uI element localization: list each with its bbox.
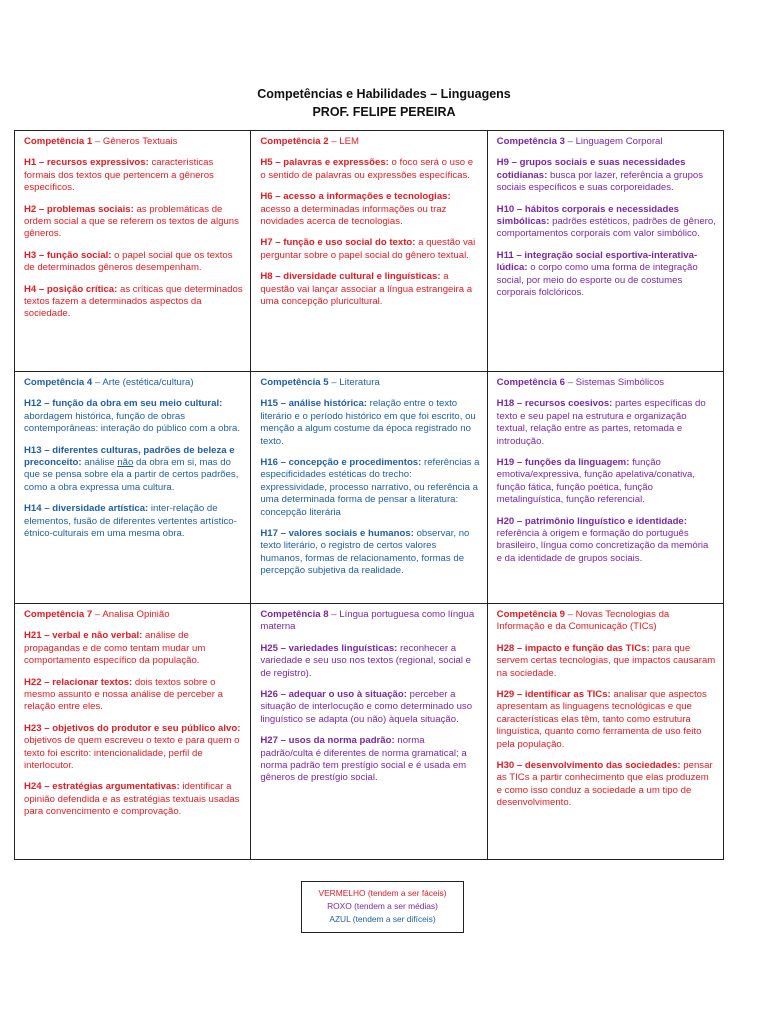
competencia-title: – Sistemas Simbólicos	[564, 377, 665, 388]
habilidade-item	[24, 723, 243, 773]
habilidade-text: o papel social que os textos de determinados gêneros desempenham.	[24, 249, 233, 274]
habilidade-key: H9 – grupos sociais e suas necessidades cotidianas:	[496, 157, 686, 181]
competencia-label: Competência 5	[260, 377, 329, 388]
habilidade-item	[497, 204, 716, 241]
competencia-label: Competência 1	[24, 136, 93, 147]
habilidade-item	[497, 516, 716, 566]
competencia-label: Competência 7	[24, 609, 93, 620]
habilidade-item	[24, 503, 243, 540]
habilidade-text: as problemáticas de ordem social a que se referem os textos de alguns gêneros.	[24, 203, 239, 240]
habilidade-text: relação entre o texto literário e o período histórico em que foi escrito, ou menção a algum costume da época registrado no texto.	[260, 398, 476, 447]
habilidade-text: reconhecer a variedade e seu uso nos textos (regional, social e de registro).	[260, 642, 471, 679]
competencia-title: – Analisa Opinião	[92, 609, 170, 620]
habilidade-text: função emotiva/expressiva, função apelativa/conativa, função fática, função poética, função metalinguística, função referencial.	[496, 457, 696, 506]
competencia-label: Competência 2	[260, 136, 329, 147]
habilidade-key: H4 – posição crítica:	[24, 283, 118, 295]
habilidade-key: H19 – funções da linguagem:	[496, 457, 630, 469]
habilidade-item	[260, 191, 479, 228]
habilidade-key: H7 – função e uso social do texto:	[260, 237, 416, 249]
habilidade-item	[260, 528, 479, 578]
competencia-title: – Linguagem Corporal	[564, 136, 663, 147]
document-author: PROF. FELIPE PEREIRA	[312, 105, 456, 119]
habilidade-key: H25 – variedades linguísticas:	[260, 642, 398, 654]
competencia-label: Competência 9	[496, 609, 565, 620]
habilidade-text: referência à origem e formação do português brasileiro, língua como concretização da memória e da identidade de grupos sociais.	[496, 528, 709, 564]
competencia-title: – Gêneros Textuais	[92, 136, 178, 147]
habilidade-item	[260, 237, 479, 262]
habilidade-key: H1 – recursos expressivos:	[24, 157, 149, 169]
table-row	[15, 131, 724, 372]
habilidade-text: busca por lazer, referência a grupos sociais específicos e suas corporeidades.	[496, 169, 704, 194]
habilidade-text: identificar a opinião defendida e as estratégias textuais usadas para convencimento e comprovação.	[24, 781, 240, 818]
competencia-heading	[260, 609, 479, 634]
habilidade-key: H14 – diversidade artística:	[24, 503, 149, 515]
competencia-heading	[497, 377, 716, 389]
habilidade-key: H26 – adequar o uso à situação:	[260, 689, 407, 701]
habilidade-text: norma padrão/culta é diferentes de norma gramatical; a norma padrão tem prestígio social e é usada em gêneros de prestígio social.	[260, 735, 467, 784]
competencia-2-cell	[251, 131, 487, 372]
competencia-heading	[497, 609, 716, 634]
habilidade-item	[24, 630, 243, 667]
habilidade-key: H3 – função social:	[24, 249, 112, 261]
habilidade-key: H17 – valores sociais e humanos:	[260, 528, 414, 540]
competencia-9-cell	[487, 604, 723, 860]
table-row	[15, 604, 724, 860]
habilidade-item	[497, 643, 716, 680]
color-legend	[301, 881, 464, 933]
habilidade-text: para que servem certas tecnologias, que impactos causaram na sociedade.	[496, 642, 716, 679]
competencia-title: – Arte (estética/cultura)	[92, 377, 194, 388]
habilidade-item	[497, 457, 716, 507]
habilidade-key: H18 – recursos coesivos:	[496, 398, 613, 410]
competencia-heading	[24, 377, 243, 389]
habilidade-key: H27 – usos da norma padrão:	[260, 735, 395, 747]
habilidade-item	[497, 689, 716, 751]
habilidade-item	[497, 157, 716, 194]
habilidade-item	[497, 398, 716, 448]
habilidade-item	[24, 781, 243, 818]
habilidade-text: a questão vai lançar associar a língua estrangeira a uma concepção pluricultural.	[260, 271, 473, 308]
competencia-6-cell	[487, 372, 723, 604]
competencia-5-cell	[251, 372, 487, 604]
habilidade-item	[24, 284, 243, 321]
table-row	[15, 372, 724, 604]
habilidade-key: H12 – função da obra em seu meio cultural:	[24, 398, 223, 410]
competencia-title: – Língua portuguesa como língua materna	[260, 609, 475, 633]
habilidade-key: H10 – hábitos corporais e necessidades simbólicas:	[496, 203, 680, 228]
competencia-7-cell	[15, 604, 251, 860]
competencia-8-cell	[251, 604, 487, 860]
habilidade-item	[260, 643, 479, 680]
habilidade-key: H29 – identificar as TICs:	[496, 689, 611, 701]
habilidade-text: análise de propagandas e de como tentam mudar um comportamento específico da população.	[24, 630, 206, 667]
habilidade-item	[260, 735, 479, 785]
habilidade-item	[24, 398, 243, 435]
competencia-label: Competência 3	[496, 136, 565, 147]
habilidade-item	[260, 689, 479, 726]
habilidade-item	[260, 457, 479, 519]
competencia-title: – LEM	[328, 136, 359, 147]
habilidade-item	[260, 271, 479, 308]
habilidade-text: padrões estéticos, padrões de gênero, comportamentos corporais com valor simbólico.	[496, 216, 716, 240]
habilidade-key: H22 – relacionar textos:	[24, 676, 133, 688]
habilidade-item	[497, 250, 716, 300]
habilidade-text: as críticas que determinados textos fazem a determinados aspectos da sociedade.	[24, 283, 243, 320]
habilidade-key: H11 – integração social esportiva-interativa-lúdica:	[496, 249, 698, 274]
habilidade-text: perceber a situação de interlocução e como determinado uso linguístico se adapta (ou não) àquela situação.	[260, 689, 473, 725]
habilidade-text: o foco será o uso e o sentido de palavras ou expressões específicas.	[260, 157, 474, 181]
competencia-heading	[260, 136, 479, 148]
habilidade-text: inter-relação de elementos, fusão de diferentes vertentes artístico-étnico-culturais em uma mesma obra.	[24, 503, 237, 540]
habilidade-key: H30 – desenvolvimento das sociedades:	[496, 760, 681, 772]
habilidade-key: H28 – impacto e função das TICs:	[496, 642, 650, 654]
competencia-3-cell	[487, 131, 723, 372]
habilidade-text: pensar as TICs a partir conhecimento que elas produzem e como isso conduz a sociedade a um tipo de desenvolvimento.	[496, 760, 713, 809]
habilidade-text: abordagem histórica, função de obras contemporâneas: interação do público com a obra.	[24, 410, 240, 435]
habilidade-key: H6 – acesso a informações e tecnologias:	[260, 191, 451, 203]
habilidade-text: o corpo como uma forma de integração social, por meio do esporte ou de costumes corporais folclóricos.	[496, 262, 698, 299]
habilidade-text: objetivos de quem escreveu o texto e para quem o texto foi escrito: intencionalidade, perfil de interlocutor.	[24, 735, 240, 772]
habilidade-key: H13 – diferentes culturas, padrões de beleza e preconceito:	[24, 444, 235, 469]
habilidade-text: referências a especificidades estéticas do trecho: expressividade, processo narrativo, ou referência a uma determinada forma de pensar a literatura: concepção literária	[260, 457, 480, 518]
competencia-label: Competência 8	[260, 609, 329, 620]
habilidade-item	[24, 677, 243, 714]
competencia-heading	[260, 377, 479, 389]
competencia-label: Competência 6	[496, 377, 565, 388]
habilidade-key: H15 – análise histórica:	[260, 398, 367, 410]
legend-item-purple: ROXO (tendem a ser médias)	[327, 901, 438, 911]
habilidade-text: analisar que aspectos apresentam as linguagens tecnológicas e que características elas têm, tanto como estrutura linguística, quanto como ferramenta de uso feito pela população.	[496, 689, 707, 750]
habilidade-text: dois textos sobre o mesmo assunto e nossa análise de perceber a relação entre eles.	[24, 676, 223, 713]
habilidade-key: H21 – verbal e não verbal:	[24, 630, 143, 642]
competencia-label: Competência 4	[24, 377, 93, 388]
habilidade-key: H8 – diversidade cultural e linguísticas:	[260, 271, 441, 283]
competencia-title: – Novas Tecnologias da Informação e da Comunicação (TICs)	[496, 609, 670, 633]
habilidade-item	[24, 445, 243, 495]
habilidade-key: H24 – estratégias argumentativas:	[24, 781, 180, 793]
habilidade-item	[24, 157, 243, 194]
habilidade-item	[24, 250, 243, 275]
habilidade-text: acesso a determinadas informações ou traz novidades acerca de tecnologias.	[260, 203, 447, 228]
habilidade-text: partes específicas do texto e seu papel na estrutura e organização textual, relação entre as partes, retomada e introdução.	[496, 398, 706, 447]
habilidade-key: H16 – concepção e procedimentos:	[260, 457, 422, 469]
competencia-title: – Literatura	[328, 377, 380, 388]
competencia-heading	[24, 609, 243, 621]
habilidade-item	[260, 157, 479, 182]
habilidade-text: características formais dos textos que pertencem a gêneros específicos.	[24, 157, 214, 194]
habilidade-key: H20 – patrimônio linguístico e identidade:	[496, 515, 687, 527]
habilidade-item	[260, 398, 479, 448]
habilidade-item	[497, 760, 716, 810]
habilidade-key: H5 – palavras e expressões:	[260, 157, 389, 169]
competencias-table	[14, 130, 724, 860]
habilidade-text: da obra em si, mas do que se pensa sobre ela a partir de certos padrões, como a obra expressa uma cultura.	[24, 457, 239, 493]
habilidade-text: a questão vai perguntar sobre o papel social do gênero textual.	[260, 237, 476, 261]
habilidade-key: H23 – objetivos do produtor e seu público alvo:	[24, 722, 241, 734]
legend-item-blue: AZUL (tendem a ser difíceis)	[329, 914, 436, 924]
competencia-1-cell	[15, 131, 251, 372]
habilidade-key: H2 – problemas sociais:	[24, 203, 134, 215]
competencia-4-cell	[15, 372, 251, 604]
habilidade-text: observar, no texto literário, o registro de certos valores humanos, formas de relacionamento, formas de percepção subjetiva da realidade.	[260, 528, 470, 577]
document-title: Competências e Habilidades – Linguagens	[257, 87, 511, 101]
habilidade-text: análise	[81, 457, 118, 469]
legend-item-red: VERMELHO (tendem a ser fáceis)	[318, 888, 447, 898]
habilidade-emphasis: não	[117, 457, 134, 469]
competencia-heading	[497, 136, 716, 148]
competencia-heading	[24, 136, 243, 148]
habilidade-item	[24, 204, 243, 241]
